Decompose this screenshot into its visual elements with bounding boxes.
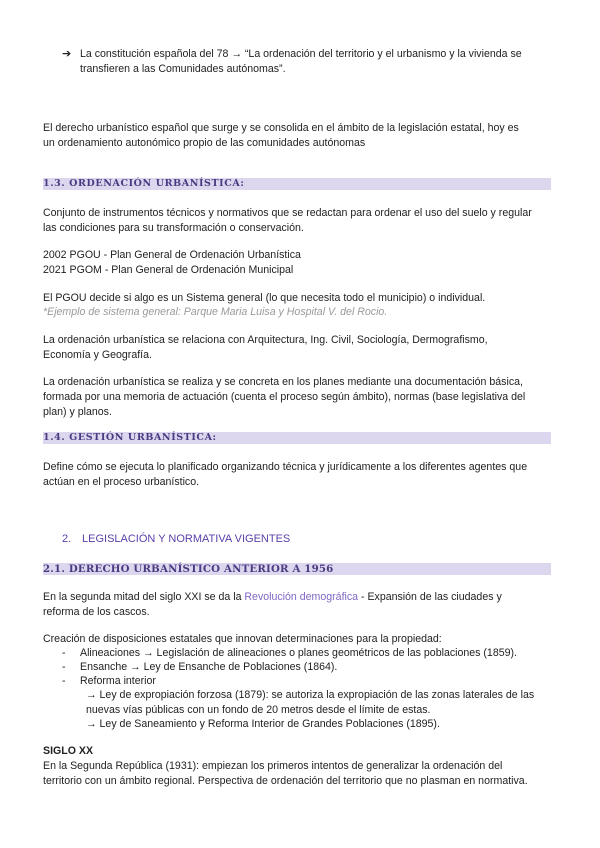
intro-bullet-text: La constitución española del 78 → “La ordenación del territorio y el urbanismo y la vivienda se transfieren a las Comunidades autónomas”. [80, 48, 522, 75]
example-note: *Ejemplo de sistema general: Parque Maria Luisa y Hospital V. del Rocio. [43, 306, 388, 318]
para-disposiciones: Creación de disposiciones estatales que innovan determinaciones para la propiedad: [43, 633, 442, 645]
section-2-number: 2. [62, 533, 72, 545]
para-revolucion [43, 590, 533, 620]
list-item-text: Ensanche → Ley de Ensanche de Poblaciones (1864). [80, 661, 338, 673]
pgou-line: 2002 PGOU - Plan General de Ordenación Urbanística [43, 249, 301, 261]
section-2-title [62, 532, 290, 547]
para-relaciones: La ordenación urbanística se relaciona con Arquitectura, Ing. Civil, Sociología, Dermografismo, Economía y Geografía. [43, 334, 488, 361]
pgom-line: 2021 PGOM - Plan General de Ordenación Municipal [43, 264, 294, 276]
intro-bullet [62, 47, 552, 77]
list-item [62, 674, 542, 689]
list-dash: - [62, 661, 66, 673]
list-item-text: Reforma interior [80, 675, 156, 687]
para-gestion-def: Define cómo se ejecuta lo planificado organizando técnica y jurídicamente a los diferentes agentes que actúan en el proceso urbanístico. [43, 461, 528, 488]
sub-item-saneamiento: → Ley de Saneamiento y Reforma Interior de Grandes Poblaciones (1895). [86, 718, 440, 730]
siglo-xx-heading: SIGLO XX [43, 745, 94, 757]
para-derecho-urbanistico: El derecho urbanístico español que surge y se consolida en el ámbito de la legislación estatal, hoy es un ordenamiento autonómico propio de las comunidades autónomas [43, 122, 519, 149]
sub-item-expropiacion: → Ley de expropiación forzosa (1879): se autoriza la expropiación de las zonas laterales de las nuevas vías públicas con un fondo de 20 metros desde el límite de estas. [86, 689, 535, 716]
para-documentacion: La ordenación urbanística se realiza y se concreta en los planes mediante una documentación básica, formada por una memoria de actuación (cuenta el proceso según ámbito), normas (base legislativa del plan) y planos. [43, 376, 526, 418]
para-revolucion-before: En la segunda mitad del siglo XXI se da la [43, 591, 245, 603]
list-item [62, 660, 542, 675]
para-pgou-sistema: El PGOU decide si algo es un Sistema general (lo que necesita todo el municipio) o individual. [43, 292, 486, 304]
list-dash: - [62, 675, 66, 687]
revolucion-demografica-link[interactable]: Revolución demográfica [244, 591, 359, 603]
list-item-text: Alineaciones → Legislación de alineaciones o planes geométricos de las poblaciones (1859). [80, 647, 517, 659]
heading-1-4: 1.4. GESTIÓN URBANÍSTICA: [43, 432, 217, 443]
para-segunda-republica: En la Segunda República (1931): empiezan los primeros intentos de generalizar la ordenación del territorio con un ámbito regional. Perspectiva de ordenación del territorio que no plasman en normativa. [43, 760, 528, 787]
section-2-label: LEGISLACIÓN Y NORMATIVA VIGENTES [82, 533, 291, 545]
heading-1-3: 1.3. ORDENACIÓN URBANÍSTICA: [43, 178, 245, 189]
arrow-icon: ➔ [62, 48, 72, 60]
heading-2-1: 2.1. DERECHO URBANÍSTICO ANTERIOR A 1956 [43, 563, 334, 575]
list-item [62, 646, 542, 661]
para-ordenacion-def: Conjunto de instrumentos técnicos y normativos que se redactan para ordenar el uso del suelo y regular las condiciones para su transformación o conservación. [43, 207, 532, 234]
para-revolucion-after: - Expansión de las ciudades y reforma de los cascos. [43, 591, 502, 618]
list-dash: - [62, 647, 66, 659]
